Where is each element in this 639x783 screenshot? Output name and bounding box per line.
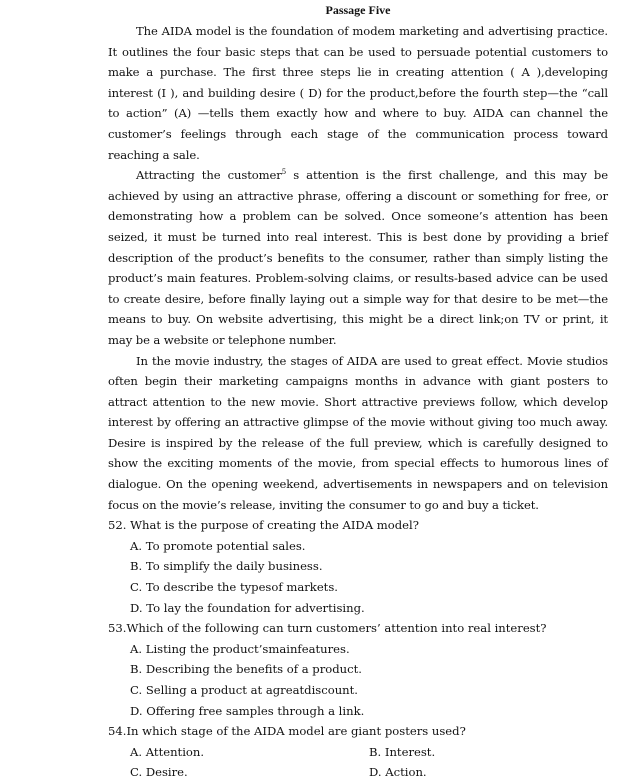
footnote-mark: 5 bbox=[281, 168, 287, 177]
question-53-stem: 53.Which of the following can turn customers’ attention into real interest? bbox=[108, 621, 547, 636]
question-52 bbox=[108, 515, 608, 618]
question-54-option-c: C. Desire. bbox=[130, 765, 188, 780]
question-53-option-c: C. Selling a product at agreatdiscount. bbox=[130, 683, 358, 697]
paragraph-3-text: In the movie industry, the stages of AIDA are used to great effect. Movie studios often begin their marketing campaigns months in advance with giant posters to attract attention to the new movie. Short attractive previews follow, which develop interest by offering an attractive glimpse of the movie without giving too much away. Desire is inspired by the release of the full preview, which is carefully designed to show the exciting moments of the movie, from special effects to humorous lines of dialogue. On the opening weekend, advertisements in newspapers and on television focus on the movie’s release, inviting the consumer to go and buy a ticket. bbox=[108, 353, 608, 512]
question-53-option-d: D. Offering free samples through a link. bbox=[130, 703, 365, 718]
passage-page bbox=[108, 0, 608, 783]
question-52-option-b: B. To simplify the daily business. bbox=[130, 559, 323, 574]
passage-title: Passage Five bbox=[325, 3, 391, 17]
paragraph-3 bbox=[108, 351, 608, 516]
question-52-option-a: A. To promote potential sales. bbox=[130, 538, 306, 553]
paragraph-2 bbox=[108, 165, 608, 350]
question-53-option-b: B. Describing the benefits of a product. bbox=[130, 662, 362, 677]
paragraph-1-text: The AIDA model is the foundation of modem marketing and advertising practice. It outlines the four basic steps that can be used to persuade potential customers to make a purchase. The first three steps lie in creating attention ( A ),developing interest (I ), and building desire ( D) for the product,before the fourth step—the “call to action” (A) —tells them exactly how and where to buy. AIDA can channel the customer’s feelings through each stage of the communication process toward reaching a sale. bbox=[108, 24, 608, 162]
question-54-option-d: D. Action. bbox=[369, 765, 427, 780]
paragraph-2-text-start: Attracting the customer bbox=[136, 168, 282, 183]
question-52-option-c: C. To describe the typesof markets. bbox=[130, 580, 338, 595]
question-52-option-d: D. To lay the foundation for advertising. bbox=[130, 600, 365, 615]
question-54 bbox=[108, 721, 608, 783]
paragraph-1 bbox=[108, 21, 608, 165]
question-54-options-row-1 bbox=[108, 742, 608, 763]
paragraph-2-text-rest: s attention is the first challenge, and this may be achieved by using an attractive phrase, offering a discount or something for free, or demonstrating how a problem can be solved. Once someone’s attention has been seized, it must be turned into real interest. This is best done by providing a brief description of the product’s benefits to the consumer, rather than simply listing the product’s main features. Problem-solving claims, or results-based advice can be used to create desire, before finally laying out a simple way for that desire to be met—the means to buy. On website advertising, this might be a direct link;on TV or print, it may be a website or telephone number. bbox=[108, 168, 608, 347]
question-53 bbox=[108, 618, 608, 721]
question-54-stem: 54.In which stage of the AIDA model are giant posters used? bbox=[108, 724, 466, 739]
question-54-option-a: A. Attention. bbox=[130, 744, 205, 759]
question-52-stem: 52. What is the purpose of creating the AIDA model? bbox=[108, 518, 419, 533]
question-54-option-b: B. Interest. bbox=[369, 744, 436, 759]
question-53-option-a: A. Listing the product’smainfeatures. bbox=[130, 641, 350, 656]
question-54-options-row-2 bbox=[108, 762, 608, 783]
